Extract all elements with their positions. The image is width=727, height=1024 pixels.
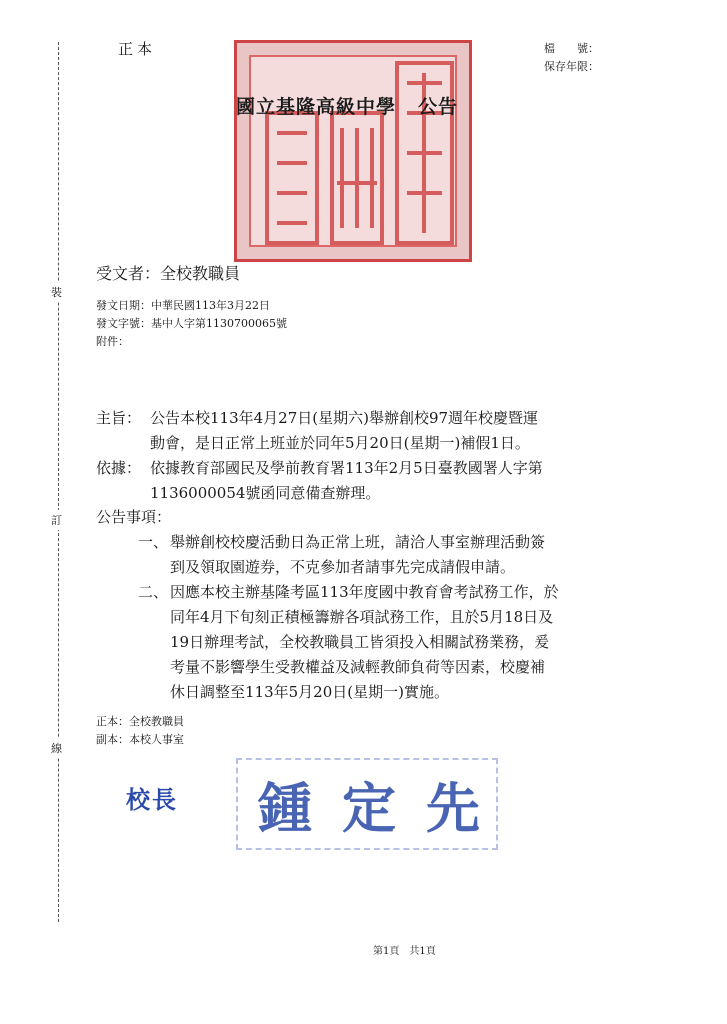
retention-label: 保存年限： <box>544 60 599 73</box>
subject-label: 主旨： <box>96 409 142 427</box>
item-1-line-1: 舉辦創校校慶活動日為正常上班，請洽人事室辦理活動簽 <box>170 533 546 551</box>
subject-line-1: 公告本校113年4月27日(星期六)舉辦創校97週年校慶暨運 <box>150 409 539 427</box>
gutter-line-mark: 線 <box>51 738 62 758</box>
announcement-items-label: 公告事項： <box>96 508 172 526</box>
subject-section <box>96 406 676 456</box>
official-seal <box>234 40 472 262</box>
copy-mark: 正本 <box>118 40 157 58</box>
page-number: 第1頁 共1頁 <box>373 946 436 957</box>
distribution-main: 正本：全校教職員 <box>96 715 184 728</box>
basis-section <box>96 456 676 506</box>
title-doc-type: 公告 <box>418 96 459 118</box>
item-2-line-5: 休日調整至113年5月20日(星期一)實施。 <box>170 683 449 701</box>
item-2-number: 二、 <box>137 583 168 601</box>
announcement-item-2 <box>96 580 676 705</box>
gutter-staple-mark: 訂 <box>51 510 62 530</box>
basis-label: 依據： <box>96 459 142 477</box>
gutter-bind-mark: 裝 <box>51 282 62 302</box>
principal-name-stamp: 鍾定先 <box>258 776 510 840</box>
basis-line-1: 依據教育部國民及學前教育署113年2月5日臺教國署人字第 <box>150 459 543 477</box>
recipient: 受文者：全校教職員 <box>96 264 241 283</box>
reference-number: 發文字號：基中人字第1130700065號 <box>96 317 287 330</box>
file-meta <box>544 40 599 76</box>
basis-line-2: 1136000054號函同意備查辦理。 <box>150 484 381 502</box>
item-2-line-1: 因應本校主辦基隆考區113年度國中教育會考試務工作，於 <box>170 583 559 601</box>
file-number-label: 檔 號： <box>544 42 599 55</box>
principal-title-stamp: 校長 <box>126 785 178 814</box>
attachment: 附件： <box>96 335 129 348</box>
distribution-copy: 副本：本校人事室 <box>96 733 184 746</box>
seal-glyph-strokes <box>237 43 475 265</box>
issue-date: 發文日期：中華民國113年3月22日 <box>96 299 270 312</box>
item-2-line-4: 考量不影響學生受教權益及減輕教師負荷等因素，校慶補 <box>170 658 546 676</box>
item-2-line-3: 19日辦理考試，全校教職員工皆須投入相關試務業務，爰 <box>170 633 550 651</box>
binding-line <box>58 42 59 922</box>
item-1-line-2: 到及領取園遊券，不克參加者請事先完成請假申請。 <box>170 558 516 576</box>
item-2-line-2: 同年4月下旬刻正積極籌辦各項試務工作，且於5月18日及 <box>170 608 554 626</box>
announcement-item-1 <box>96 530 676 580</box>
item-1-number: 一、 <box>137 533 168 551</box>
subject-line-2: 動會，是日正常上班並於同年5月20日(星期一)補假1日。 <box>150 434 530 452</box>
title-org: 國立基隆高級中學 <box>236 96 397 118</box>
document-title <box>236 92 458 119</box>
